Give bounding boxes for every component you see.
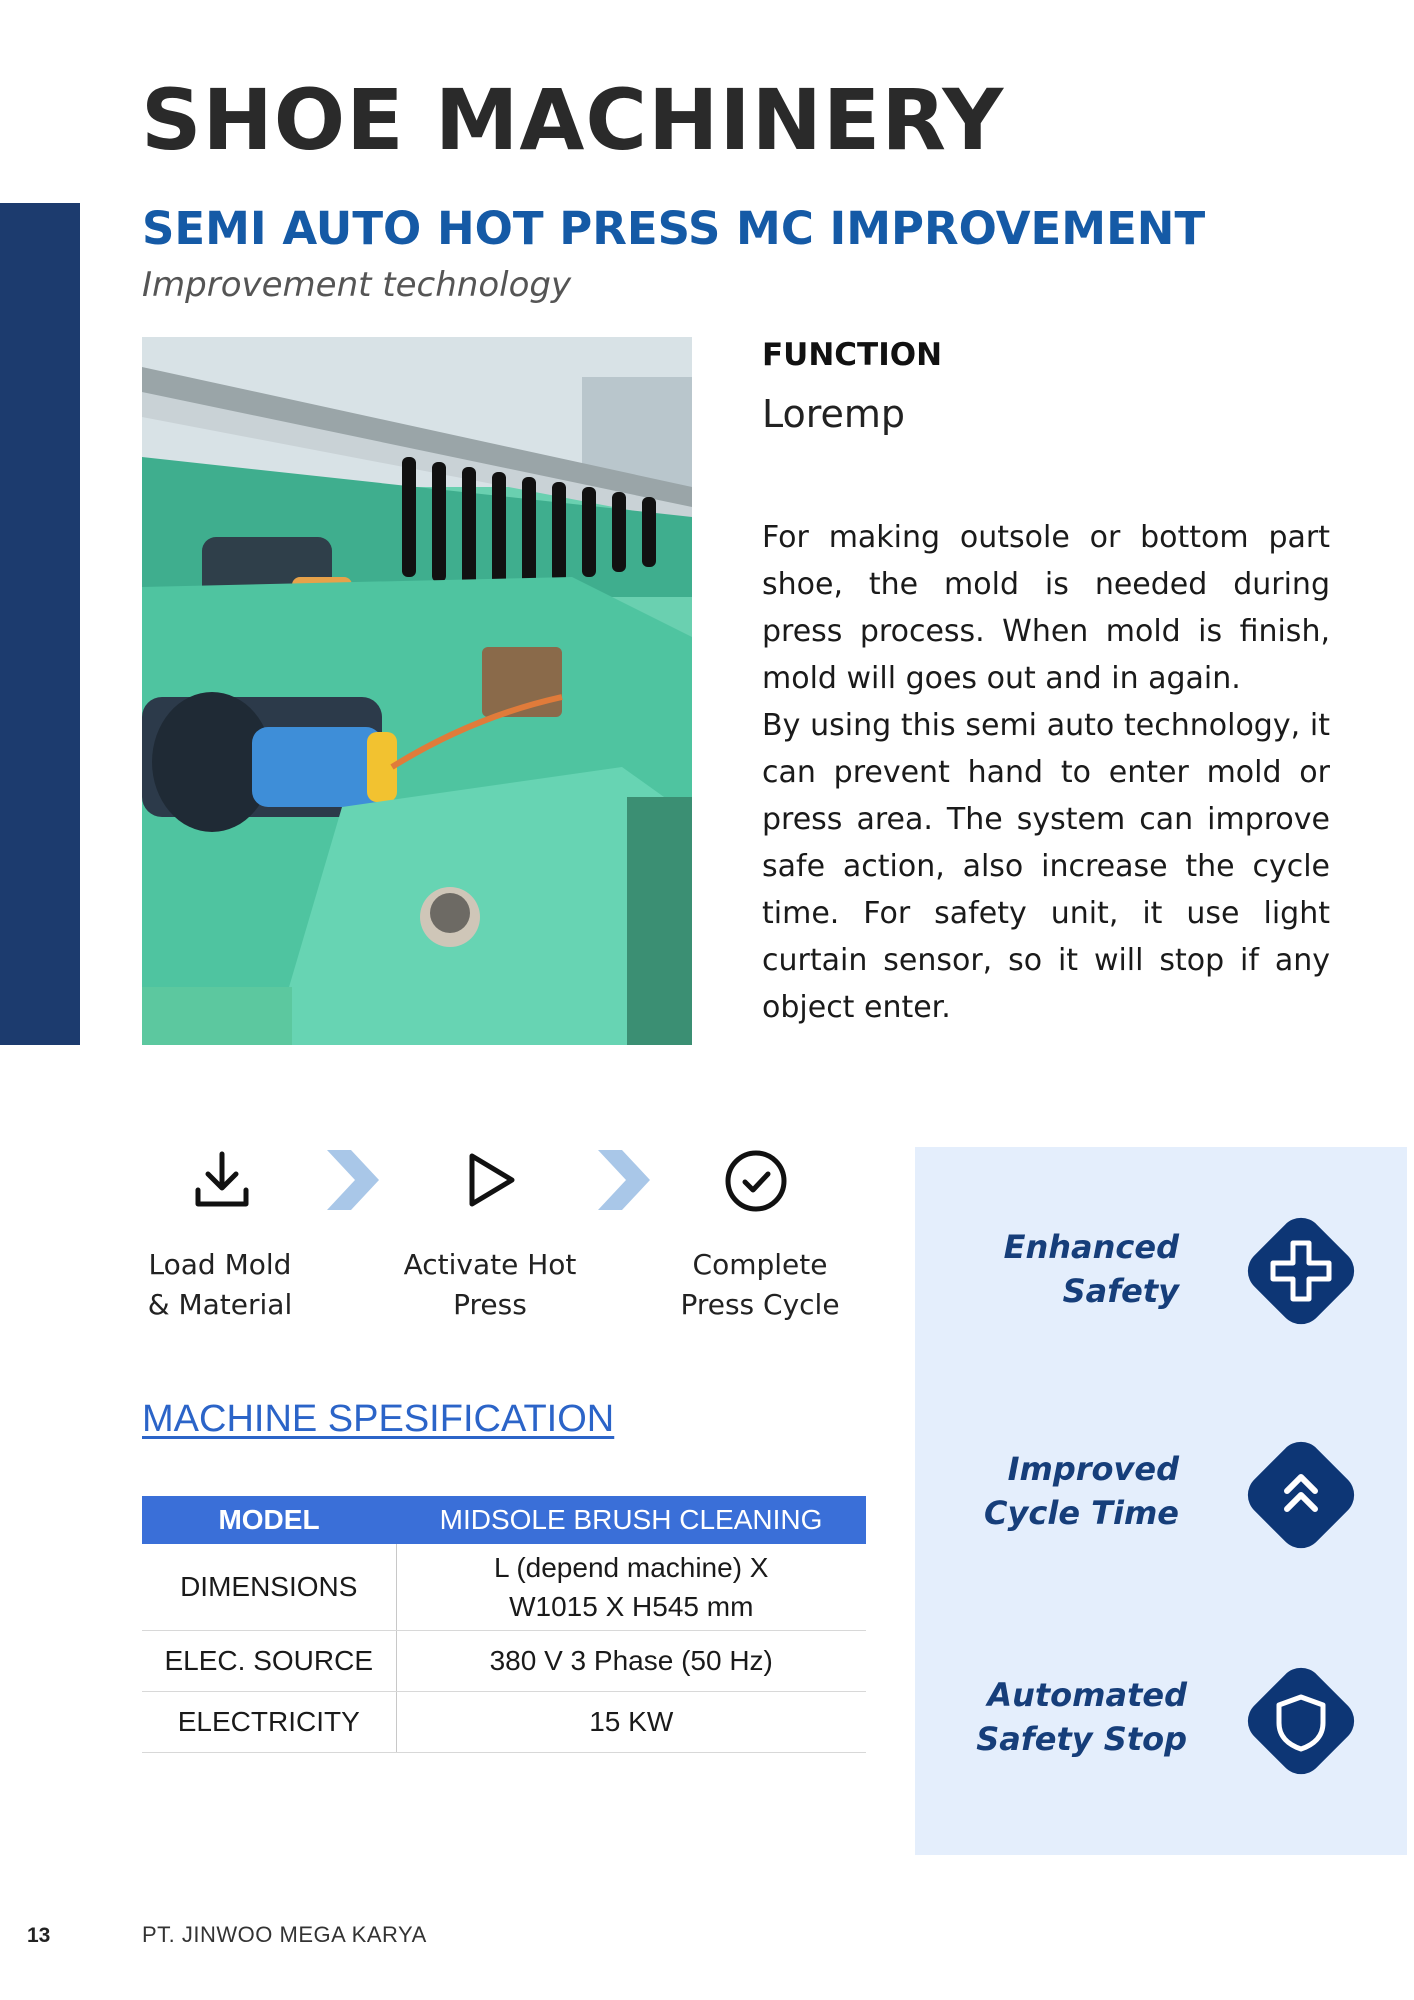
company-name: PT. JINWOO MEGA KARYA [142,1922,427,1947]
benefit-label-line1: Enhanced [1003,1228,1179,1266]
step-load-mold [120,1245,320,1325]
function-subtitle: Loremp [762,392,906,436]
benefit-automated-safety-stop [976,1673,1187,1761]
step-activate-press [380,1245,600,1325]
benefit-label-line2: Cycle Time [984,1494,1179,1532]
step-label-line1: Activate Hot [403,1248,577,1281]
spec-row-label: ELEC. SOURCE [142,1630,396,1691]
page-number: 13 [27,1924,51,1947]
step-label-line2: Press Cycle [680,1288,840,1321]
table-row [142,1691,866,1752]
spec-header-row [142,1496,866,1544]
side-accent-bar [0,203,80,1045]
tagline: Improvement technology [142,265,572,305]
step-label-line1: Complete [692,1248,828,1281]
benefit-label-line1: Improved [1007,1450,1179,1488]
chevron-right-icon [325,1148,381,1212]
section-title: SEMI AUTO HOT PRESS MC IMPROVEMENT [142,202,1206,255]
benefit-label-line2: Safety [1062,1272,1179,1310]
machine-photo [142,337,692,1045]
function-label: FUNCTION [762,337,943,373]
table-row [142,1630,866,1691]
chevron-right-icon [596,1148,652,1212]
benefit-enhanced-safety [1004,1225,1179,1313]
table-row [142,1544,866,1630]
spec-header-label: MODEL [142,1496,396,1544]
plus-icon [1231,1201,1371,1341]
spec-row-value: 380 V 3 Phase (50 Hz) [396,1630,866,1691]
step-label-line2: & Material [147,1288,293,1321]
double-chevron-up-icon [1231,1425,1371,1565]
spec-row-label: DIMENSIONS [142,1544,396,1630]
shield-icon [1231,1651,1371,1791]
play-icon [458,1148,522,1212]
spec-row-value: 15 KW [396,1691,866,1752]
spec-row-label: ELECTRICITY [142,1691,396,1752]
function-description [762,514,1330,1031]
function-paragraph-1: For making outsole or bottom part shoe, the mold is needed during press process. When mold is finish, mold will goes out and in again. [762,520,1330,696]
spec-table [142,1496,866,1753]
step-label-line1: Load Mold [148,1248,292,1281]
spec-header-value: MIDSOLE BRUSH CLEANING [396,1496,866,1544]
download-icon [190,1148,254,1212]
spec-row-value [396,1544,866,1630]
benefit-label-line1: Automated [987,1676,1187,1714]
spec-title: MACHINE SPESIFICATION [142,1398,615,1440]
spec-value-line: W1015 X H545 mm [509,1590,754,1622]
benefits-panel [915,1147,1407,1855]
step-complete-cycle [650,1245,870,1325]
check-circle-icon [723,1148,789,1214]
function-paragraph-2: By using this semi auto technology, it can prevent hand to enter mold or press area. The system can improve safe action, also increase the cycle time. For safety unit, it use light curtain sensor, so it will stop if any object enter. [762,708,1330,1025]
spec-value-line: L (depend machine) X [494,1551,769,1583]
page-title: SHOE MACHINERY [141,71,1005,169]
benefit-improved-cycle-time [984,1447,1179,1535]
step-label-line2: Press [453,1288,527,1321]
benefit-label-line2: Safety Stop [976,1720,1187,1758]
